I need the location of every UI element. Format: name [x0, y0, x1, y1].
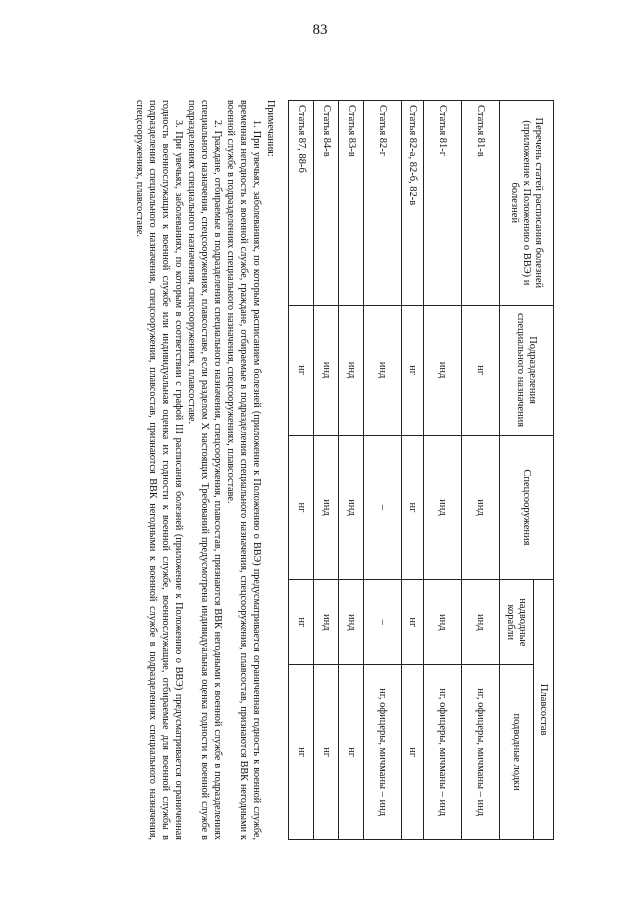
- cell-facilities: нг: [402, 435, 424, 580]
- table-row: [289, 101, 314, 840]
- cell-ships: инд: [339, 580, 364, 665]
- table-row: [364, 101, 402, 840]
- header-special-units: Подразделения специального назначения: [500, 305, 554, 435]
- header-floating: Плавсостав: [534, 580, 554, 840]
- cell-subs: нг: [402, 665, 424, 840]
- cell-article: Статья 82-а, 82-б, 82-в: [402, 101, 424, 306]
- cell-facilities: нг: [289, 435, 314, 580]
- cell-ships: –: [364, 580, 402, 665]
- cell-facilities: инд: [339, 435, 364, 580]
- cell-article: Статья 84-в: [314, 101, 339, 306]
- cell-subs: нг: [339, 665, 364, 840]
- requirements-table: [288, 100, 554, 840]
- cell-units: инд: [364, 305, 402, 435]
- notes: [133, 100, 277, 840]
- cell-facilities: инд: [424, 435, 462, 580]
- cell-facilities: –: [364, 435, 402, 580]
- cell-subs: нг: [289, 665, 314, 840]
- rotated-content: [92, 92, 562, 862]
- cell-article: Статья 82-г: [364, 101, 402, 306]
- note-paragraph: 2. Граждане, отбираемые в подразделения специального назначения, спецсооружения, плавсостав, признаются ВВК негодными к военной службе в подразделениях специального назначения, спецсооружениях, плавсоставе, если разделом X настоящих Требований предусмотрена индивидуальная оценка годности к военной службе в подразделениях специального назначения, спецсооружениях, плавсоставе.: [186, 100, 223, 840]
- cell-ships: инд: [314, 580, 339, 665]
- cell-ships: инд: [462, 580, 500, 665]
- page-number: 83: [312, 22, 328, 38]
- table-row: [462, 101, 500, 840]
- cell-units: нг: [462, 305, 500, 435]
- notes-heading: Примечания:: [265, 100, 276, 157]
- cell-ships: инд: [424, 580, 462, 665]
- cell-units: инд: [339, 305, 364, 435]
- note-paragraph: 1. При увечьях, заболеваниях, по которым расписанием болезней (приложение к Положению о ВВЭ) предусматривается ограниченная годность к военной службе, временная негодность к военной службе, граждане, отбираемые в подразделения специального назначения, спецсооружения, плавсостав, признаются ВВК негодными к военной службе в подразделениях специального назначения, спецсооружениях, плавсоставе.: [225, 100, 262, 840]
- cell-subs: нг: [314, 665, 339, 840]
- header-special-facilities: Спецсооружения: [500, 435, 554, 580]
- cell-facilities: инд: [462, 435, 500, 580]
- cell-article: Статья 87, 88-б: [289, 101, 314, 306]
- cell-article: Статья 83-в: [339, 101, 364, 306]
- note-paragraph: 3. При увечьях, заболеваниях, по которым в соответствии с графой III расписания болезней (приложение к Положению о ВВЭ) предусматривается ограниченная годность военнослужащих к военной службе или индивидуальная оценка их годности к военной службе, военнослужащие, отбираемые для военной службы в подразделения специального назначения, спецсооружения, плавсостав, признаются ВВК негодными к военной службе в подразделениях специального назначения, спецсооружениях, плавсоставе.: [134, 100, 184, 840]
- cell-ships: нг: [402, 580, 424, 665]
- cell-facilities: инд: [314, 435, 339, 580]
- cell-units: инд: [424, 305, 462, 435]
- cell-subs: нг, офицеры, мичманы – инд: [462, 665, 500, 840]
- cell-article: Статья 81-в: [462, 101, 500, 306]
- header-submarines: подводные лодки: [500, 665, 534, 840]
- cell-units: нг: [289, 305, 314, 435]
- header-articles: Перечень статей расписания болезней (приложение к Положению о ВВЭ) и болезней: [500, 101, 554, 306]
- table-row: [424, 101, 462, 840]
- cell-ships: нг: [289, 580, 314, 665]
- cell-subs: нг, офицеры, мичманы – инд: [424, 665, 462, 840]
- cell-article: Статья 81-г: [424, 101, 462, 306]
- table-row: [314, 101, 339, 840]
- cell-subs: нг, офицеры, мичманы – инд: [364, 665, 402, 840]
- table-row: [339, 101, 364, 840]
- cell-units: нг: [402, 305, 424, 435]
- table-row: [402, 101, 424, 840]
- header-surface-ships: надводные корабли: [500, 580, 534, 665]
- cell-units: инд: [314, 305, 339, 435]
